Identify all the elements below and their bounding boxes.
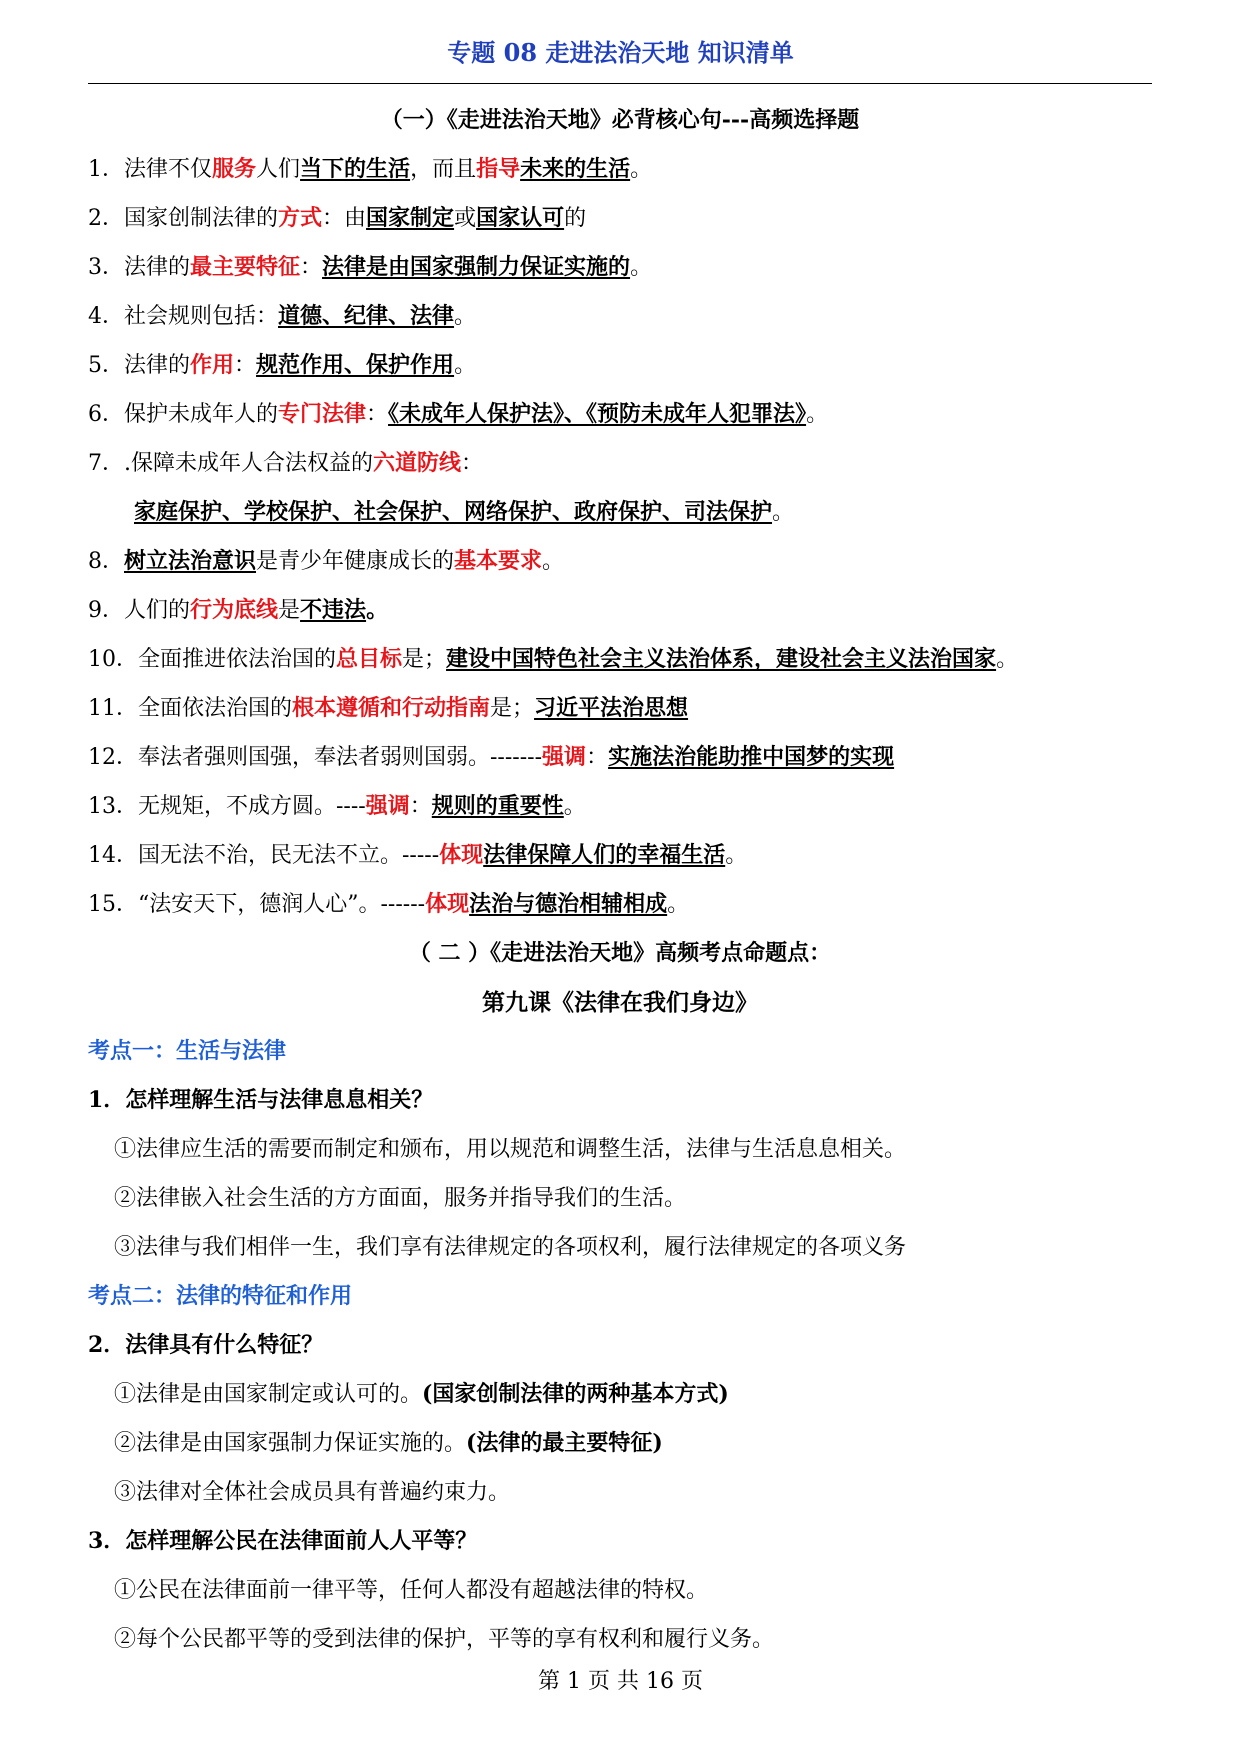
list-item: 6．保护未成年人的专门法律：《未成年人保护法》、《预防未成年人犯罪法》。 bbox=[88, 401, 829, 427]
list-item: 11．全面依法治国的根本遵循和行动指南是；习近平法治思想 bbox=[88, 695, 689, 721]
header-divider bbox=[88, 83, 1152, 84]
answer-item: ①法律应生活的需要而制定和颁布，用以规范和调整生活，法律与生活息息相关。 bbox=[114, 1137, 907, 1162]
list-item: 4．社会规则包括：道德、纪律、法律。 bbox=[88, 303, 477, 329]
list-item: 14．国无法不治，民无法不立。-----体现法律保障人们的幸福生活。 bbox=[88, 842, 748, 868]
document-body bbox=[88, 96, 1152, 1664]
page-number: 第 1 页 共 16 页 bbox=[538, 1669, 703, 1694]
answer-item: ③法律对全体社会成员具有普遍约束力。 bbox=[114, 1480, 511, 1505]
answer-item: ③法律与我们相伴一生，我们享有法律规定的各项权利，履行法律规定的各项义务 bbox=[114, 1235, 907, 1260]
list-item: 9．人们的行为底线是不违法。 bbox=[88, 597, 389, 623]
question: 3．怎样理解公民在法律面前人人平等？ bbox=[88, 1528, 478, 1554]
lesson-title: 第九课《法律在我们身边》 bbox=[482, 989, 758, 1016]
answer-item: ②每个公民都平等的受到法律的保护，平等的享有权利和履行义务。 bbox=[114, 1627, 775, 1652]
answer-item: ①公民在法律面前一律平等，任何人都没有超越法律的特权。 bbox=[114, 1578, 709, 1603]
list-item-continuation: 家庭保护、学校保护、社会保护、网络保护、政府保护、司法保护。 bbox=[134, 499, 795, 525]
list-item: 8．树立法治意识是青少年健康成长的基本要求。 bbox=[88, 548, 565, 574]
list-item: 5．法律的作用：规范作用、保护作用。 bbox=[88, 352, 477, 378]
answer-item: ②法律是由国家强制力保证实施的。(法律的最主要特征) bbox=[114, 1430, 663, 1456]
page-title: 专题 08 走进法治天地 知识清单 bbox=[447, 38, 794, 67]
answer-item: ①法律是由国家制定或认可的。(国家创制法律的两种基本方式) bbox=[114, 1381, 729, 1407]
question: 2．法律具有什么特征？ bbox=[88, 1332, 324, 1358]
section-title-core-sentences: （一）《走进法治天地》必背核心句---高频选择题 bbox=[380, 107, 860, 133]
list-item: 13．无规矩，不成方圆。----强调：规则的重要性。 bbox=[88, 793, 586, 819]
list-item: 1．法律不仅服务人们当下的生活，而且指导未来的生活。 bbox=[88, 156, 653, 182]
list-item: 12．奉法者强则国强，奉法者弱则国弱。-------强调：实施法治能助推中国梦的实现 bbox=[88, 744, 895, 770]
exam-point-heading: 考点二：法律的特征和作用 bbox=[88, 1283, 353, 1309]
question: 1．怎样理解生活与法律息息相关？ bbox=[88, 1087, 434, 1113]
list-item: 7．.保障未成年人合法权益的六道防线： bbox=[88, 450, 484, 476]
list-item: 10．全面推进依法治国的总目标是；建设中国特色社会主义法治体系，建设社会主义法治国家。 bbox=[88, 646, 1019, 672]
exam-point-heading: 考点一：生活与法律 bbox=[88, 1038, 287, 1064]
section-title-exam-points: （ 二 ）《走进法治天地》高频考点命题点： bbox=[408, 940, 832, 966]
list-item: 2．国家创制法律的方式：由国家制定或国家认可的 bbox=[88, 205, 587, 231]
list-item: 3．法律的最主要特征：法律是由国家强制力保证实施的。 bbox=[88, 254, 653, 280]
list-item: 15．“法安天下，德润人心”。------体现法治与德治相辅相成。 bbox=[88, 891, 690, 917]
answer-item: ②法律嵌入社会生活的方方面面，服务并指导我们的生活。 bbox=[114, 1186, 687, 1211]
